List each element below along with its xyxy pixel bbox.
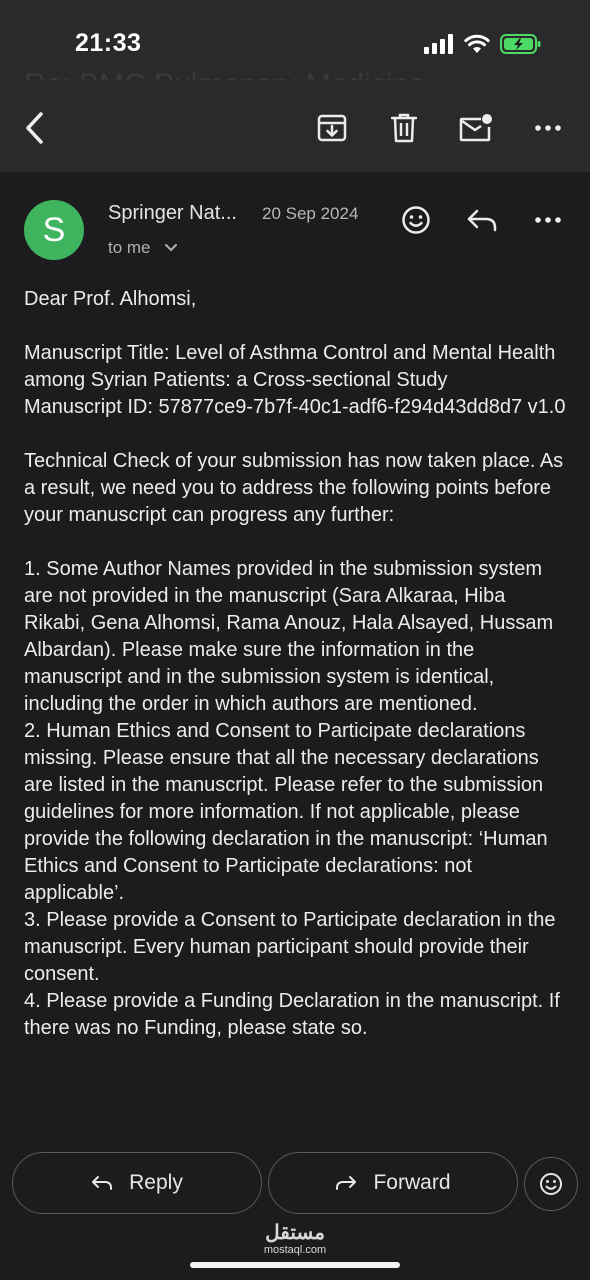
manuscript-title: Manuscript Title: Level of Asthma Control and Mental Health among Syrian Patients: a Cross-sectional Study — [24, 342, 556, 391]
emoji-react-button[interactable] — [524, 1157, 578, 1211]
reply-icon — [466, 208, 498, 232]
more-icon — [535, 125, 561, 131]
delete-button[interactable] — [386, 110, 422, 146]
sender-name[interactable]: Springer Nat... — [108, 202, 237, 224]
back-icon — [23, 111, 45, 145]
mark-unread-button[interactable] — [458, 110, 494, 146]
message-body — [24, 286, 572, 1140]
reply-label: Reply — [129, 1171, 183, 1194]
top-toolbar — [0, 80, 590, 172]
recipient-toggle[interactable] — [108, 238, 177, 258]
more-options-button[interactable] — [530, 110, 566, 146]
wifi-icon — [464, 34, 490, 54]
archive-button[interactable] — [314, 110, 350, 146]
avatar[interactable]: S — [24, 200, 84, 260]
emoji-icon — [539, 1172, 563, 1196]
status-icons — [424, 33, 542, 55]
manuscript-id: Manuscript ID: 57877ce9-7b7f-40c1-adf6-f294d43dd8d7 v1.0 — [24, 396, 566, 418]
reply-button[interactable] — [12, 1152, 262, 1214]
emoji-icon — [401, 205, 431, 235]
watermark-site: mostaql.com — [263, 1244, 327, 1256]
intro-paragraph: Technical Check of your submission has now taken place. As a result, we need you to address the following points before your manuscript can progress any further: — [24, 450, 564, 526]
chevron-down-icon — [165, 244, 177, 252]
list-item: 2. Human Ethics and Consent to Participate declarations missing. Please ensure that all the necessary declarations are listed in the manuscript. Please refer to the submission guidelines for more information. If not applicable, please provide the following declaration in the manuscript: ‘Human Ethics and Consent to Participate declarations: not applicable’. — [24, 720, 548, 904]
battery-icon — [500, 33, 542, 55]
reply-icon — [91, 1175, 113, 1191]
watermark — [0, 1222, 590, 1256]
list-item: 4. Please provide a Funding Declaration in the manuscript. If there was no Funding, please state so. — [24, 990, 560, 1039]
status-bar — [0, 0, 590, 80]
forward-icon — [335, 1175, 357, 1191]
signal-icon — [424, 34, 454, 54]
recipient-label: to me — [108, 238, 151, 257]
list-item: 3. Please provide a Consent to Participate declaration in the manuscript. Every human participant should provide their consent. — [24, 909, 556, 985]
list-item: 1. Some Author Names provided in the submission system are not provided in the manuscript (Sara Alkaraa, Hiba Rikabi, Gena Alhomsi, Rama Anouz, Hala Alsayed, Hussam Albardan). Please make sure the information in the manuscript and in the submission system is identical, including the order in which authors are mentioned. — [24, 558, 554, 715]
more-icon — [535, 217, 561, 223]
reply-header-button[interactable] — [464, 202, 500, 238]
archive-icon — [317, 113, 347, 143]
forward-label: Forward — [373, 1171, 451, 1194]
mark-unread-icon — [459, 113, 493, 143]
forward-button[interactable] — [268, 1152, 518, 1214]
react-button[interactable] — [398, 202, 434, 238]
delete-icon — [391, 113, 417, 143]
watermark-brand: مستقل — [265, 1222, 325, 1244]
status-time: 21:33 — [75, 29, 142, 57]
message-date: 20 Sep 2024 — [262, 204, 359, 223]
message-header — [0, 172, 590, 272]
bottom-action-bar — [0, 1140, 590, 1280]
message-more-button[interactable] — [530, 202, 566, 238]
greeting: Dear Prof. Alhomsi, — [24, 288, 197, 310]
back-button[interactable] — [16, 110, 52, 146]
home-indicator[interactable] — [190, 1262, 400, 1268]
